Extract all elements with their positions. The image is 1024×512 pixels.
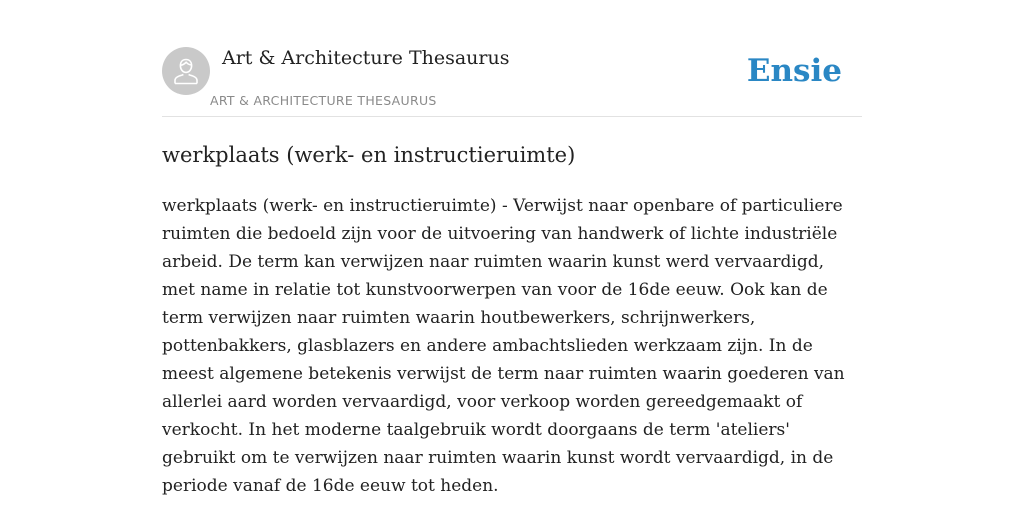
author-header: [162, 46, 862, 117]
definition-text: werkplaats (werk- en instructieruimte) - Verwijst naar openbare of particuliere ruimten die bedoeld zijn voor de uitvoering van handwerk of lichte industriële arbeid. De term kan verwijzen naar ruimten waarin kunst werd vervaardigd, met name in relatie tot kunstvoorwerpen van voor de 16de eeuw. Ook kan de term verwijzen naar ruimten waarin houtbewerkers, schrijnwerkers, pottenbakkers, glasblazers en andere ambachtslieden werkzaam zijn. In de meest algemene betekenis verwijst de term naar ruimten waarin goederen van allerlei aard worden vervaardigd, voor verkoop worden gereedgemaakt of verkocht. In het moderne taalgebruik wordt doorgaans de term 'ateliers' gebruikt om te verwijzen naar ruimten waarin kunst wordt vervaardigd, in de periode vanaf de 16de eeuw tot heden.: [162, 196, 845, 496]
avatar[interactable]: [162, 47, 210, 95]
page-title: werkplaats (werk- en instructieruimte): [162, 143, 576, 167]
brand-logo[interactable]: Ensie: [746, 53, 842, 89]
user-avatar-icon: [172, 56, 200, 86]
author-label: ART & ARCHITECTURE THESAURUS: [210, 93, 437, 108]
author-name[interactable]: Art & Architecture Thesaurus: [222, 47, 510, 69]
